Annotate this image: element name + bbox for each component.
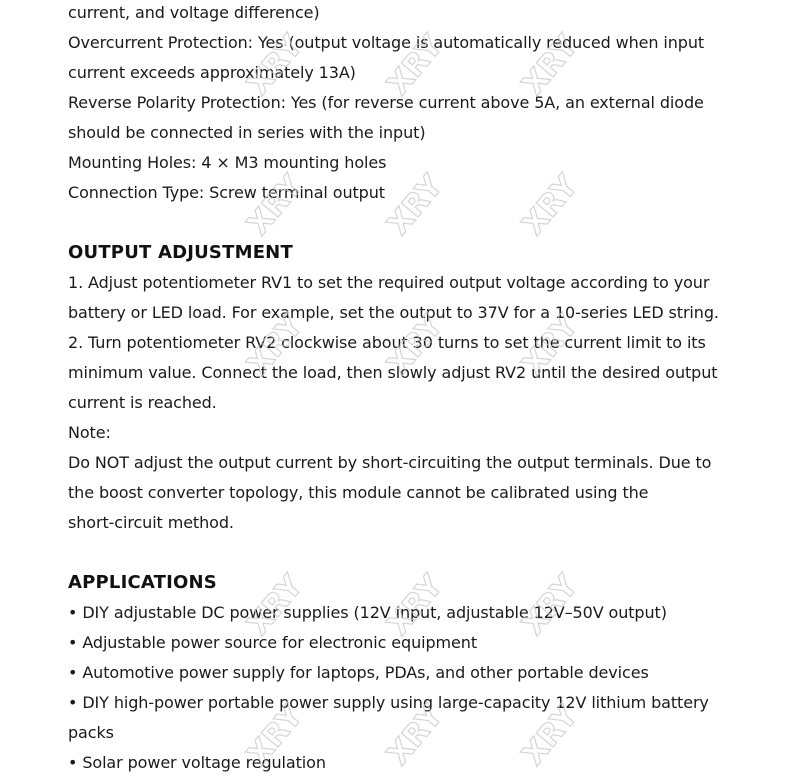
spec-line: Reverse Polarity Protection: Yes (for reverse current above 5A, an external diode [68,93,704,112]
document-body [68,0,768,778]
body-line: current is reached. [68,393,217,412]
svg-text:XRY: XRY [380,698,451,772]
section-heading: APPLICATIONS [68,572,217,593]
list-item: • Adjustable power source for electronic equipment [68,633,477,652]
applications-section [68,568,768,778]
svg-text:XRY: XRY [380,168,451,242]
specs-section [68,0,768,208]
spec-line: Connection Type: Screw terminal output [68,183,385,202]
svg-text:XRY: XRY [515,308,586,382]
svg-text:XRY: XRY [380,28,451,102]
body-line: short-circuit method. [68,513,234,532]
body-line: battery or LED load. For example, set the output to 37V for a 10-series LED string. [68,303,719,322]
svg-text:XRY: XRY [240,698,311,772]
svg-text:XRY: XRY [515,28,586,102]
spec-line: current, and voltage difference) [68,3,320,22]
svg-text:XRY: XRY [240,168,311,242]
svg-text:XRY: XRY [515,568,586,642]
body-line: 2. Turn potentiometer RV2 clockwise about 30 turns to set the current limit to its [68,333,706,352]
list-item: packs [68,723,114,742]
spec-line: Mounting Holes: 4 × M3 mounting holes [68,153,387,172]
output-adjustment-section [68,238,768,538]
svg-text:XRY: XRY [240,568,311,642]
list-item: • Solar power voltage regulation [68,753,326,772]
svg-text:XRY: XRY [515,698,586,772]
body-line: Do NOT adjust the output current by short-circuiting the output terminals. Due to [68,453,712,472]
list-item: • DIY adjustable DC power supplies (12V input, adjustable 12V–50V output) [68,603,667,622]
spec-line: Overcurrent Protection: Yes (output voltage is automatically reduced when input [68,33,705,52]
svg-text:XRY: XRY [380,308,451,382]
section-heading: OUTPUT ADJUSTMENT [68,242,293,263]
svg-text:XRY: XRY [380,568,451,642]
svg-text:XRY: XRY [240,308,311,382]
body-line: 1. Adjust potentiometer RV1 to set the required output voltage according to your [68,273,710,292]
spec-line: should be connected in series with the input) [68,123,426,142]
list-item: • DIY high-power portable power supply using large-capacity 12V lithium battery [68,693,709,712]
spec-line: current exceeds approximately 13A) [68,63,356,82]
svg-text:XRY: XRY [240,28,311,102]
body-line: Note: [68,423,111,442]
body-line: the boost converter topology, this module cannot be calibrated using the [68,483,649,502]
svg-text:XRY: XRY [515,168,586,242]
list-item: • Automotive power supply for laptops, PDAs, and other portable devices [68,663,649,682]
body-line: minimum value. Connect the load, then slowly adjust RV2 until the desired output [68,363,718,382]
